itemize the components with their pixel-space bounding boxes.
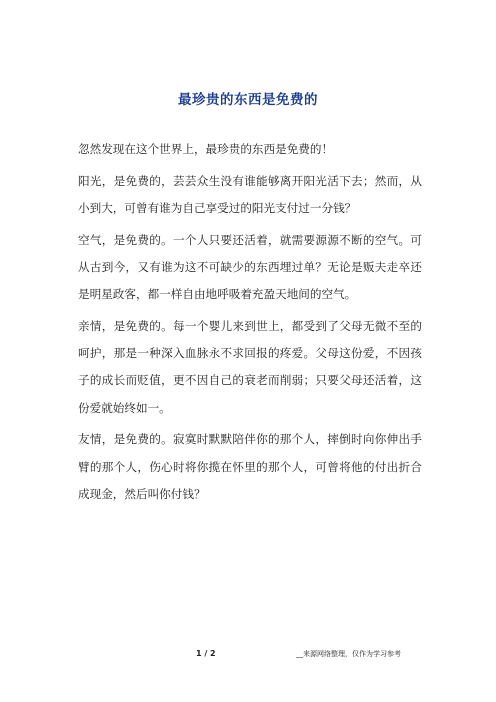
document-body (78, 136, 422, 513)
paragraph: 阳光，是免费的，芸芸众生没有谁能够离开阳光活下去；然而，从小到大，可曾有谁为自己享受过的阳光支付过一分钱？ (78, 173, 422, 215)
document-title: 最珍贵的东西是免费的 (178, 92, 318, 108)
paragraph: 空气，是免费的。一个人只要还活着，就需要源源不断的空气。可从古到今，又有谁为这不可缺少的东西埋过单？无论是贩夫走卒还是明星政客，都一样自由地呼吸着充盈天地间的空气。 (78, 232, 422, 302)
footer-note: __来源网络整理，仅作为学习参考 (296, 650, 401, 658)
paragraph: 忽然发现在这个世界上，最珍贵的东西是免费的！ (78, 142, 334, 156)
page-number: 1 / 2 (196, 649, 216, 658)
paragraph: 亲情，是免费的。每一个婴儿来到世上，都受到了父母无微不至的呵护，那是一种深入血脉永不求回报的疼爱。父母这份爱，不因孩子的成长而贬值，更不因自己的衰老而削弱；只要父母还活着，这份爱就始终如一。 (78, 319, 422, 415)
paragraph: 友情，是免费的。寂寞时默默陪伴你的那个人，摔倒时向你伸出手臂的那个人，伤心时将你揽在怀里的那个人，可曾将他的付出折合成现金，然后叫你付钱？ (78, 432, 422, 501)
